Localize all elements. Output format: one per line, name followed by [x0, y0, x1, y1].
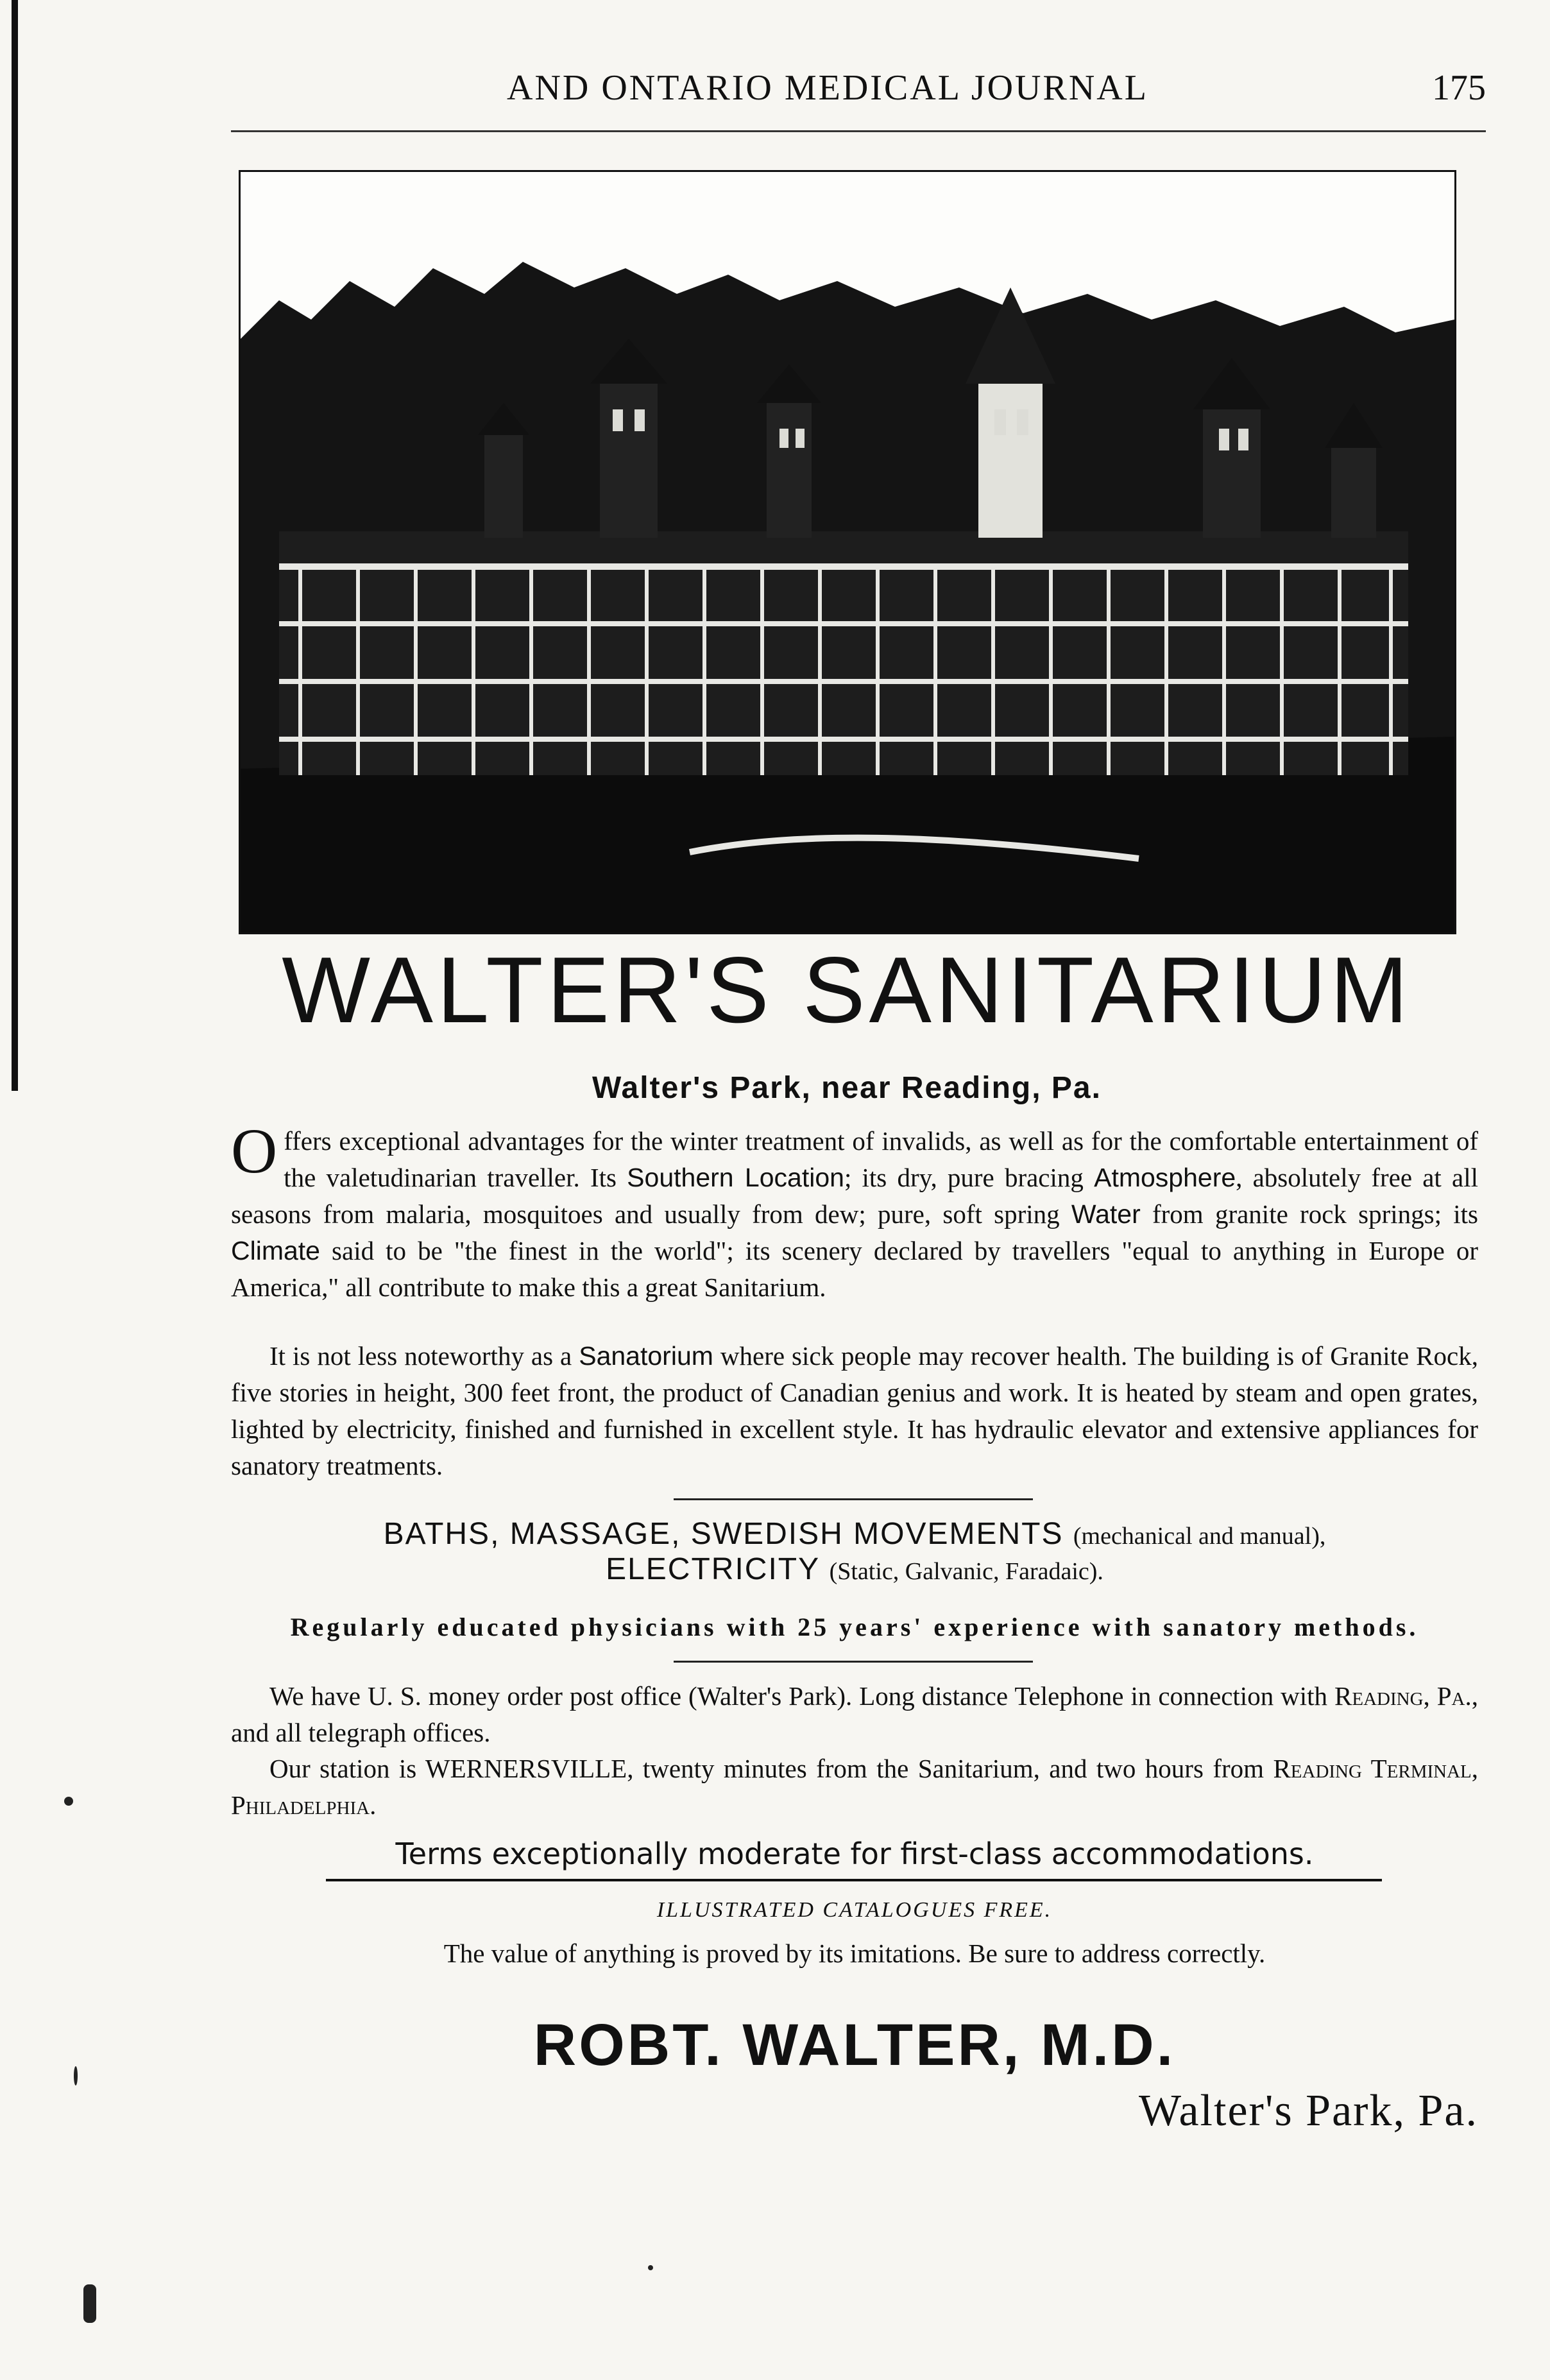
term-climate: Climate	[231, 1236, 320, 1265]
section-divider	[674, 1498, 1033, 1500]
treatments-baths-note: (mechanical and manual),	[1073, 1523, 1326, 1550]
offers-text-1: Offers exceptional advantages for the winter treatment of invalids, as well as for the comfortable entertainment of the valetudinarian traveller. Its	[231, 1115, 1478, 1192]
proprietor-name: ROBT. WALTER, M.D.	[533, 2012, 1176, 2078]
sanitarium-name: WALTER'S SANITARIUM	[282, 937, 1412, 1042]
offers-text-4: from granite rock springs; its	[1140, 1199, 1478, 1229]
reading-pa: Reading, Pa.	[1334, 1681, 1472, 1711]
term-atmosphere: Atmosphere	[1094, 1163, 1236, 1192]
running-head	[231, 67, 1486, 119]
offers-text-3: , absolutely free at all seasons from malaria, mosquitoes and usually from dew; pure, soft spring	[231, 1163, 1478, 1229]
scan-speck	[64, 1797, 73, 1806]
station-text-1: Our station is WERNERSVILLE, twenty minutes from the Sanitarium, and two hours from	[269, 1754, 1273, 1783]
scan-speck	[83, 2284, 96, 2323]
treatments-electricity: ELECTRICITY	[606, 1552, 820, 1586]
paragraph-offers	[231, 1115, 1478, 1306]
paragraph-station	[231, 1751, 1478, 1824]
sanitarium-engraving	[239, 170, 1456, 934]
reading-terminal: Reading Terminal, Philadelphia	[231, 1754, 1478, 1820]
section-divider	[674, 1661, 1033, 1663]
term-water: Water	[1071, 1199, 1141, 1229]
paragraph-money-order	[231, 1678, 1478, 1751]
treatments-electricity-note: (Static, Galvanic, Faradaic).	[829, 1558, 1103, 1585]
station-text-2: .	[370, 1790, 377, 1820]
catalogues-notice: ILLUSTRATED CATALOGUES FREE.	[656, 1898, 1053, 1922]
terms-notice: Terms exceptionally moderate for first-class accommodations.	[395, 1836, 1314, 1871]
journal-title: AND ONTARIO MEDICAL JOURNAL	[507, 68, 1148, 108]
term-sanatorium: Sanatorium	[579, 1341, 713, 1371]
offers-text-2: ; its dry, pure bracing	[844, 1163, 1094, 1192]
sanitarium-illustration	[241, 172, 1454, 932]
money-order-text-1: We have U. S. money order post office (Walter's Park). Long distance Telephone in connection with	[269, 1681, 1335, 1711]
imitations-notice: The value of anything is proved by its imitations. Be sure to address correctly.	[443, 1939, 1266, 1968]
header-rule	[231, 130, 1486, 132]
building-text-1: It is not less noteworthy as a	[269, 1341, 579, 1371]
treatments-baths: BATHS, MASSAGE, SWEDISH MOVEMENTS	[383, 1517, 1064, 1551]
treatments-line-1	[231, 1516, 1478, 1552]
sanitarium-location: Walter's Park, near Reading, Pa.	[592, 1071, 1102, 1105]
page-number: 175	[1432, 68, 1486, 108]
terms-rule	[326, 1879, 1382, 1881]
scan-speck	[648, 2265, 653, 2270]
scan-speck	[74, 2066, 78, 2085]
treatments-line-2	[231, 1552, 1478, 1587]
proprietor-address: Walter's Park, Pa.	[1139, 2086, 1478, 2136]
physicians-note: Regularly educated physicians with 25 years' experience with sanatory methods.	[290, 1613, 1419, 1641]
money-order-text-2: , and all telegraph offices.	[231, 1681, 1478, 1747]
scanned-margin-rule	[12, 0, 18, 1091]
offers-text-5: said to be "the finest in the world"; its scenery declared by travellers "equal to anything in Europe or America," all contribute to make this a great Sanitarium.	[231, 1236, 1478, 1302]
term-southern-location: Southern Location	[627, 1163, 844, 1192]
building-text-2: where sick people may recover health. The building is of Granite Rock, five stories in height, 300 feet front, the product of Canadian genius and work. It is heated by steam and open grates, lighted by electricity, finished and furnished in excellent style. It has hydraulic elevator and extensive appliances for sanatory treatments.	[231, 1341, 1478, 1480]
paragraph-building	[231, 1338, 1478, 1484]
